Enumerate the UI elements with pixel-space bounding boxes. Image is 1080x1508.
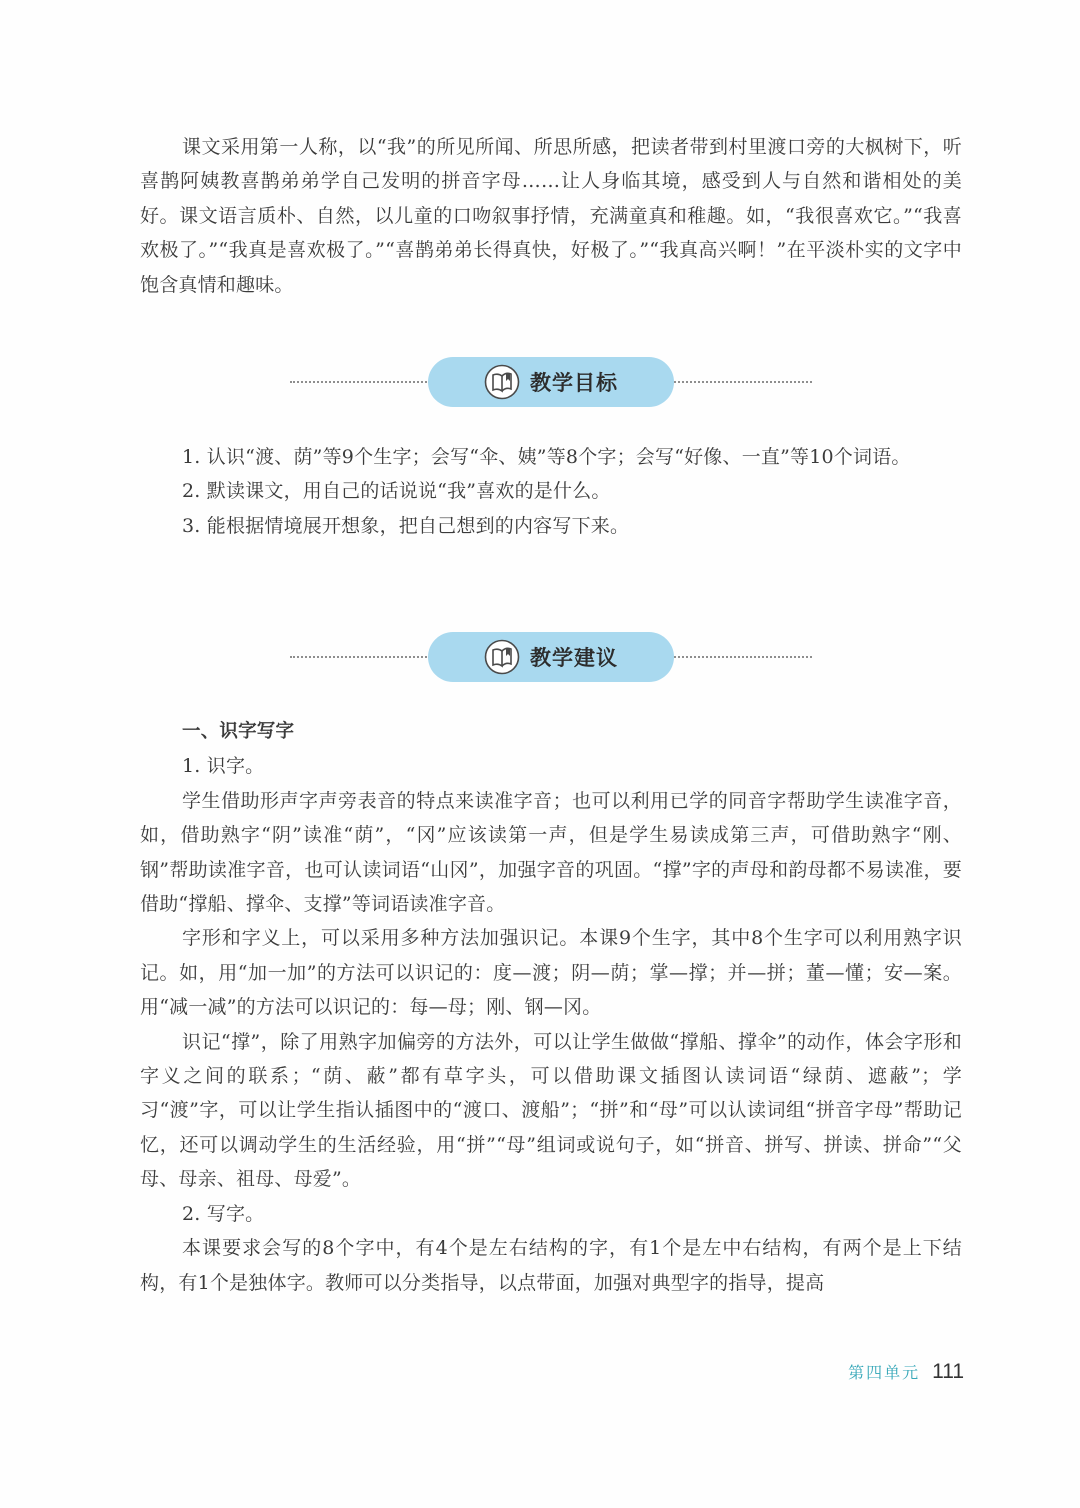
intro-paragraph: 课文采用第一人称，以“我”的所见所闻、所思所感，把读者带到村里渡口旁的大枫树下，听喜鹊阿姨教喜鹊弟弟学自己发明的拼音字母……让人身临其境，感受到人与自然和谐相处的美好。课文语言质朴、自然，以儿童的口吻叙事抒情，充满童真和稚趣。如，“我很喜欢它。”“我喜欢极了。”“我真是喜欢极了。”“喜鹊弟弟长得真快，好极了。”“我真高兴啊！”在平淡朴实的文字中饱含真情和趣味。 [140,136,962,296]
dotted-rule-left [290,381,430,383]
page-number: 111 [932,1360,964,1383]
unit-label: 第四单元 [848,1363,921,1382]
goals-section [140,440,962,543]
dotted-rule-right [674,381,812,383]
section-header-goals [290,357,812,407]
section-title: 教学建议 [530,646,618,670]
section-title-pill [428,357,674,407]
suggestions-section [140,715,962,1300]
body-paragraph: 识记“撑”，除了用熟字加偏旁的方法外，可以让学生做做“撑船、撑伞”的动作，体会字形和字义之间的联系；“荫、蔽”都有草字头，可以借助课文插图认读词语“绿荫、遮蔽”；学习“渡”字，可以让学生指认插图中的“渡口、渡船”；“拼”和“母”可以认读词组“拼音字母”帮助记忆，还可以调动学生的生活经验，用“拼”“母”组词或说句子，如“拼音、拼写、拼读、拼命”“父母、母亲、祖母、母爱”。 [140,1030,962,1191]
item-label: 1. 识字。 [182,755,265,778]
book-icon [484,639,520,675]
page-footer [848,1360,964,1384]
goal-item: 1. 认识“渡、荫”等9个生字；会写“伞、姨”等8个字；会写“好像、一直”等10个词语。 [182,446,911,468]
body-paragraph: 学生借助形声字声旁表音的特点来读准字音；也可以利用已学的同音字帮助学生读准字音，如，借助熟字“阴”读准“荫”，“冈”应该读第一声，但是学生易读成第三声，可借助熟字“刚、钢”帮助读准字音，也可认读词语“山冈”，加强字音的巩固。“撑”字的声母和韵母都不易读准，要借助“撑船、撑伞、支撑”等词语读准字音。 [140,789,962,916]
body-paragraph: 字形和字义上，可以采用多种方法加强识记。本课9个生字，其中8个生字可以利用熟字识记。如，用“加一加”的方法可以识记的：度—渡；阴—荫；掌—撑；并—拼；董—懂；安—案。用“减一减”的方法可以识记的：每—母；刚、钢—冈。 [140,927,962,1019]
body-paragraph: 本课要求会写的8个字中，有4个是左右结构的字，有1个是左中右结构，有两个是上下结构，有1个是独体字。教师可以分类指导，以点带面，加强对典型字的指导，提高 [140,1237,962,1294]
subheading: 一、识字写字 [182,721,295,742]
book-icon [484,364,520,400]
section-title: 教学目标 [530,371,618,395]
item-label: 2. 写字。 [182,1202,265,1225]
intro-section [140,130,962,302]
section-title-pill [428,632,674,682]
dotted-rule-left [290,656,430,658]
section-header-suggestions [290,632,812,682]
goal-item: 2. 默读课文，用自己的话说说“我”喜欢的是什么。 [182,480,611,503]
dotted-rule-right [674,656,812,658]
goal-item: 3. 能根据情境展开想象，把自己想到的内容写下来。 [182,514,630,537]
